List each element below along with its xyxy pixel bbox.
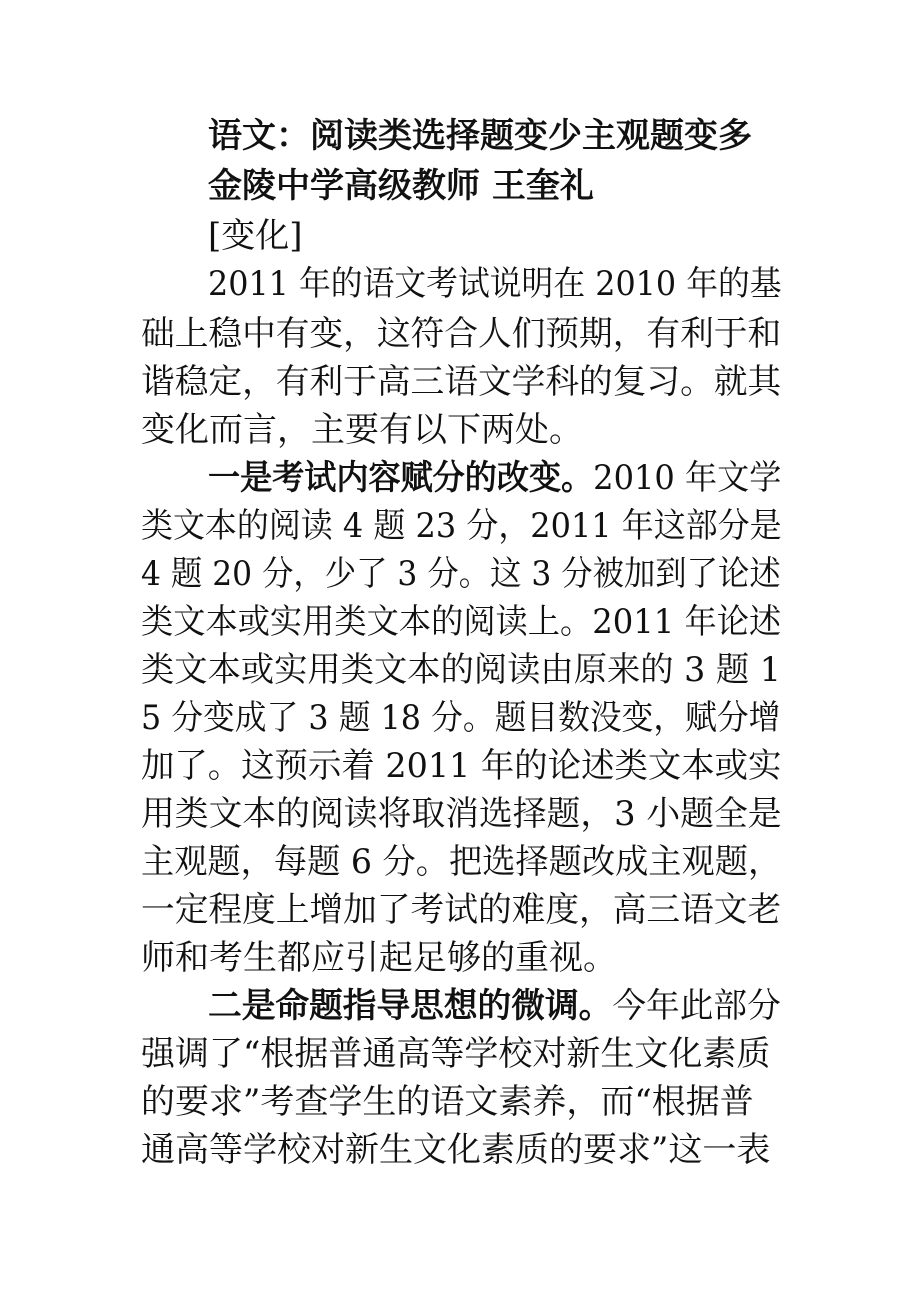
paragraph-1-line: 2011 年的语文考试说明在 2010 年的基 xyxy=(208,264,782,304)
paragraph-2-line: 主观题，每题 6 分。把选择题改成主观题， xyxy=(141,842,782,882)
author-line: 金陵中学高级教师 王奎礼 xyxy=(208,166,594,206)
paragraph-2-line: 类文本的阅读 4 题 23 分，2011 年这部分是 xyxy=(141,506,782,546)
paragraph-2-line: 类文本或实用类文本的阅读上。2011 年论述 xyxy=(141,602,782,642)
paragraph-2-line: 4 题 20 分，少了 3 分。这 3 分被加到了论述 xyxy=(141,554,781,594)
paragraph-1-line: 变化而言，主要有以下两处。 xyxy=(141,410,583,450)
paragraph-3-lead: 二是命题指导思想的微调。 xyxy=(208,986,613,1026)
paragraph-2-line: 一定程度上增加了考试的难度，高三语文老 xyxy=(141,890,782,930)
section-heading: [变化] xyxy=(208,216,303,256)
paragraph-3-line: 强调了“根据普通高等学校对新生文化素质 xyxy=(141,1034,771,1074)
paragraph-2-line: 5 分变成了 3 题 18 分。题目数没变，赋分增 xyxy=(141,698,781,738)
paragraph-2-lead: 一是考试内容赋分的改变。 xyxy=(208,458,594,498)
paragraph-3-line: 的要求”考查学生的语文素养，而“根据普 xyxy=(141,1082,754,1122)
paragraph-3-first-line xyxy=(208,986,781,1026)
paragraph-2-line: 加了。这预示着 2011 年的论述类文本或实 xyxy=(141,746,782,786)
document-title: 语文：阅读类选择题变少主观题变多 xyxy=(208,116,752,156)
paragraph-3-first-line-rest: 今年此部分 xyxy=(612,986,781,1026)
paragraph-1-line: 础上稳中有变，这符合人们预期，有利于和 xyxy=(141,314,782,354)
paragraph-3-line: 通高等学校对新生文化素质的要求”这一表 xyxy=(141,1130,771,1170)
paragraph-2-line: 类文本或实用类文本的阅读由原来的 3 题 1 xyxy=(141,650,781,690)
paragraph-2-first-line-rest: 2010 年文学 xyxy=(593,458,782,498)
paragraph-2-first-line xyxy=(208,458,781,498)
paragraph-1-line: 谐稳定，有利于高三语文学科的复习。就其 xyxy=(141,362,782,402)
paragraph-2-line: 师和考生都应引起足够的重视。 xyxy=(141,938,617,978)
paragraph-2-line: 用类文本的阅读将取消选择题，3 小题全是 xyxy=(141,794,782,834)
